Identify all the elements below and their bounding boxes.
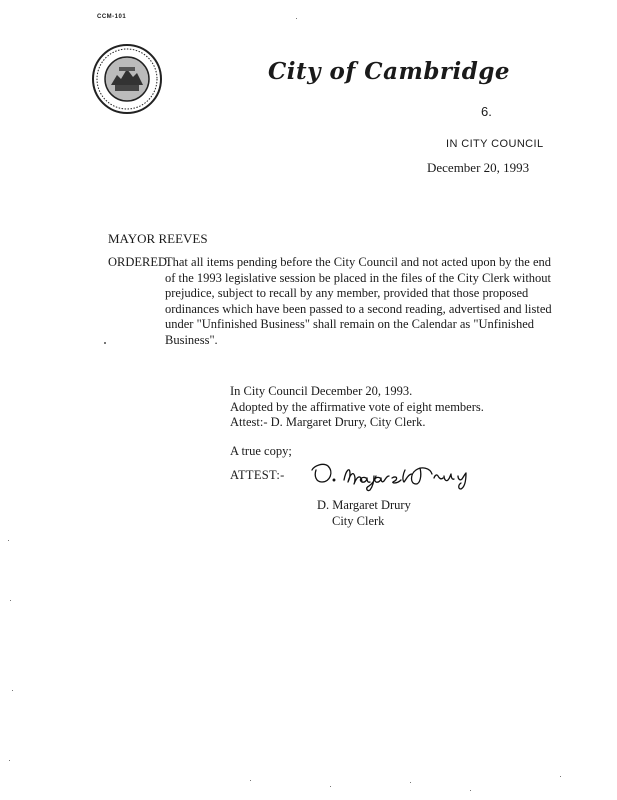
council-heading: IN CITY COUNCIL: [446, 138, 544, 150]
sponsor-name: MAYOR REEVES: [108, 231, 208, 246]
council-action: [230, 384, 484, 431]
item-number: 6.: [481, 104, 492, 119]
ordered-line: Business".: [165, 332, 218, 347]
city-seal-icon: [91, 43, 163, 115]
attest-label: ATTEST:-: [230, 468, 285, 482]
ordered-label: ORDERED:: [108, 255, 171, 269]
signatory-title: City Clerk: [332, 514, 385, 528]
letterhead-title: City of Cambridge: [268, 58, 511, 85]
signatory-name: D. Margaret Drury: [317, 498, 411, 512]
action-line: Attest:- D. Margaret Drury, City Clerk.: [230, 415, 426, 429]
ordered-line: under "Unfinished Business" shall remain on the Calendar as "Unfinished: [165, 317, 535, 331]
action-line: Adopted by the affirmative vote of eight members.: [230, 399, 484, 414]
action-line: In City Council December 20, 1993.: [230, 384, 413, 398]
ordered-line: That all items pending before the City Council and not acted upon by the end: [165, 255, 552, 269]
ordered-body: [165, 255, 552, 348]
ordered-line: prejudice, subject to recall by any member, provided that those proposed: [165, 286, 529, 300]
header-date: December 20, 1993: [427, 160, 530, 175]
true-copy-label: A true copy;: [230, 444, 292, 458]
handwritten-signature: [308, 450, 493, 495]
ordered-line: of the 1993 legislative session be placed in the files of the City Clerk without: [165, 270, 552, 285]
ordered-line: ordinances which have been passed to a second reading, advertised and listed: [165, 301, 552, 316]
form-code: CCM-101: [97, 14, 127, 20]
